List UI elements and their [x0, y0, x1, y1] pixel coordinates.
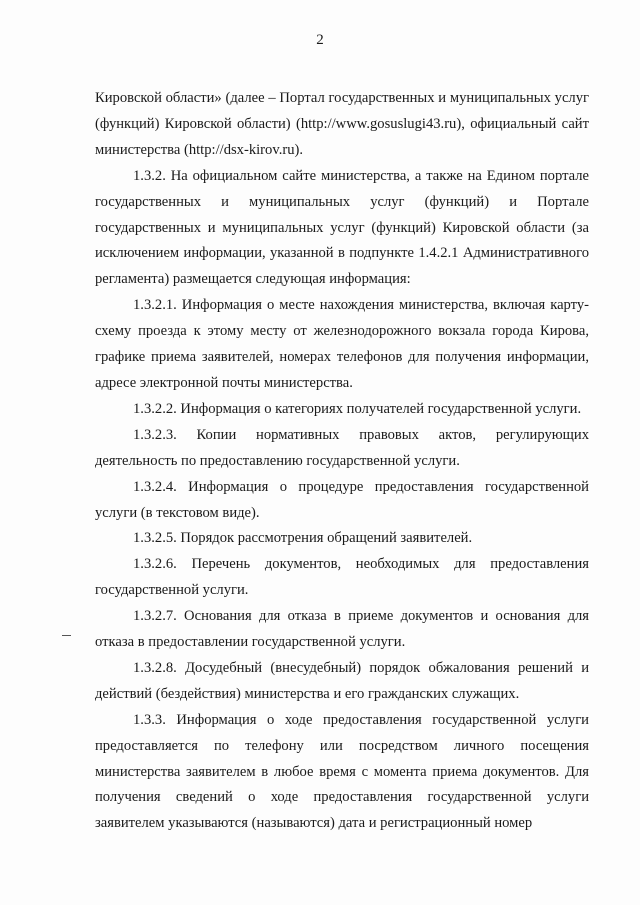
paragraph-1-3-2-4: 1.3.2.4. Информация о процедуре предоставления государственной услуги (в текстовом виде).	[95, 478, 589, 521]
paragraph-1-3-2-3: 1.3.2.3. Копии нормативных правовых актов, регулирующих деятельность по предоставлению государственной услуги.	[95, 426, 589, 469]
document-body	[95, 86, 589, 837]
paragraph-1-3-2-1: 1.3.2.1. Информация о месте нахождения министерства, включая карту-схему проезда к этому месту от железнодорожного вокзала города Кирова, графике приема заявителей, номерах телефонов для получения информации, адресе электронной почты министерства.	[95, 297, 589, 391]
paragraph-1-3-2-5: 1.3.2.5. Порядок рассмотрения обращений заявителей.	[133, 530, 473, 547]
page-number: 2	[316, 32, 324, 48]
paragraph-1-3-2-7: 1.3.2.7. Основания для отказа в приеме документов и основания для отказа в предоставлении государственной услуги.	[95, 608, 589, 651]
paragraph-1-3-2-6: 1.3.2.6. Перечень документов, необходимых для предоставления государственной услуги.	[95, 556, 589, 599]
paragraph-1-3-3: 1.3.3. Информация о ходе предоставления государственной услуги предоставляется по телефону или посредством личного посещения министерства заявителем в любое время с момента приема документов. Для получения сведений о ходе предоставления государственной услуги заявителем указываются (называются) дата и регистрационный номер	[95, 711, 589, 832]
paragraph-1-3-2-8: 1.3.2.8. Досудебный (внесудебный) порядок обжалования решений и действий (бездействия) министерства и его гражданских служащих.	[95, 659, 589, 702]
paragraph-continuation: Кировской области» (далее – Портал государственных и муниципальных услуг (функций) Кировской области) (http://www.gosuslugi43.ru), официальный сайт министерства (http://dsx-kirov.ru).	[95, 90, 589, 158]
margin-mark	[62, 635, 71, 636]
paragraph-1-3-2-2: 1.3.2.2. Информация о категориях получателей государственной услуги.	[133, 400, 582, 417]
paragraph-1-3-2: 1.3.2. На официальном сайте министерства, а также на Едином портале государственных и муниципальных услуг (функций) и Портале государственных и муниципальных услуг (функций) Кировской области (за исключением информации, указанной в подпункте 1.4.2.1 Административного регламента) размещается следующая информация:	[95, 167, 589, 288]
